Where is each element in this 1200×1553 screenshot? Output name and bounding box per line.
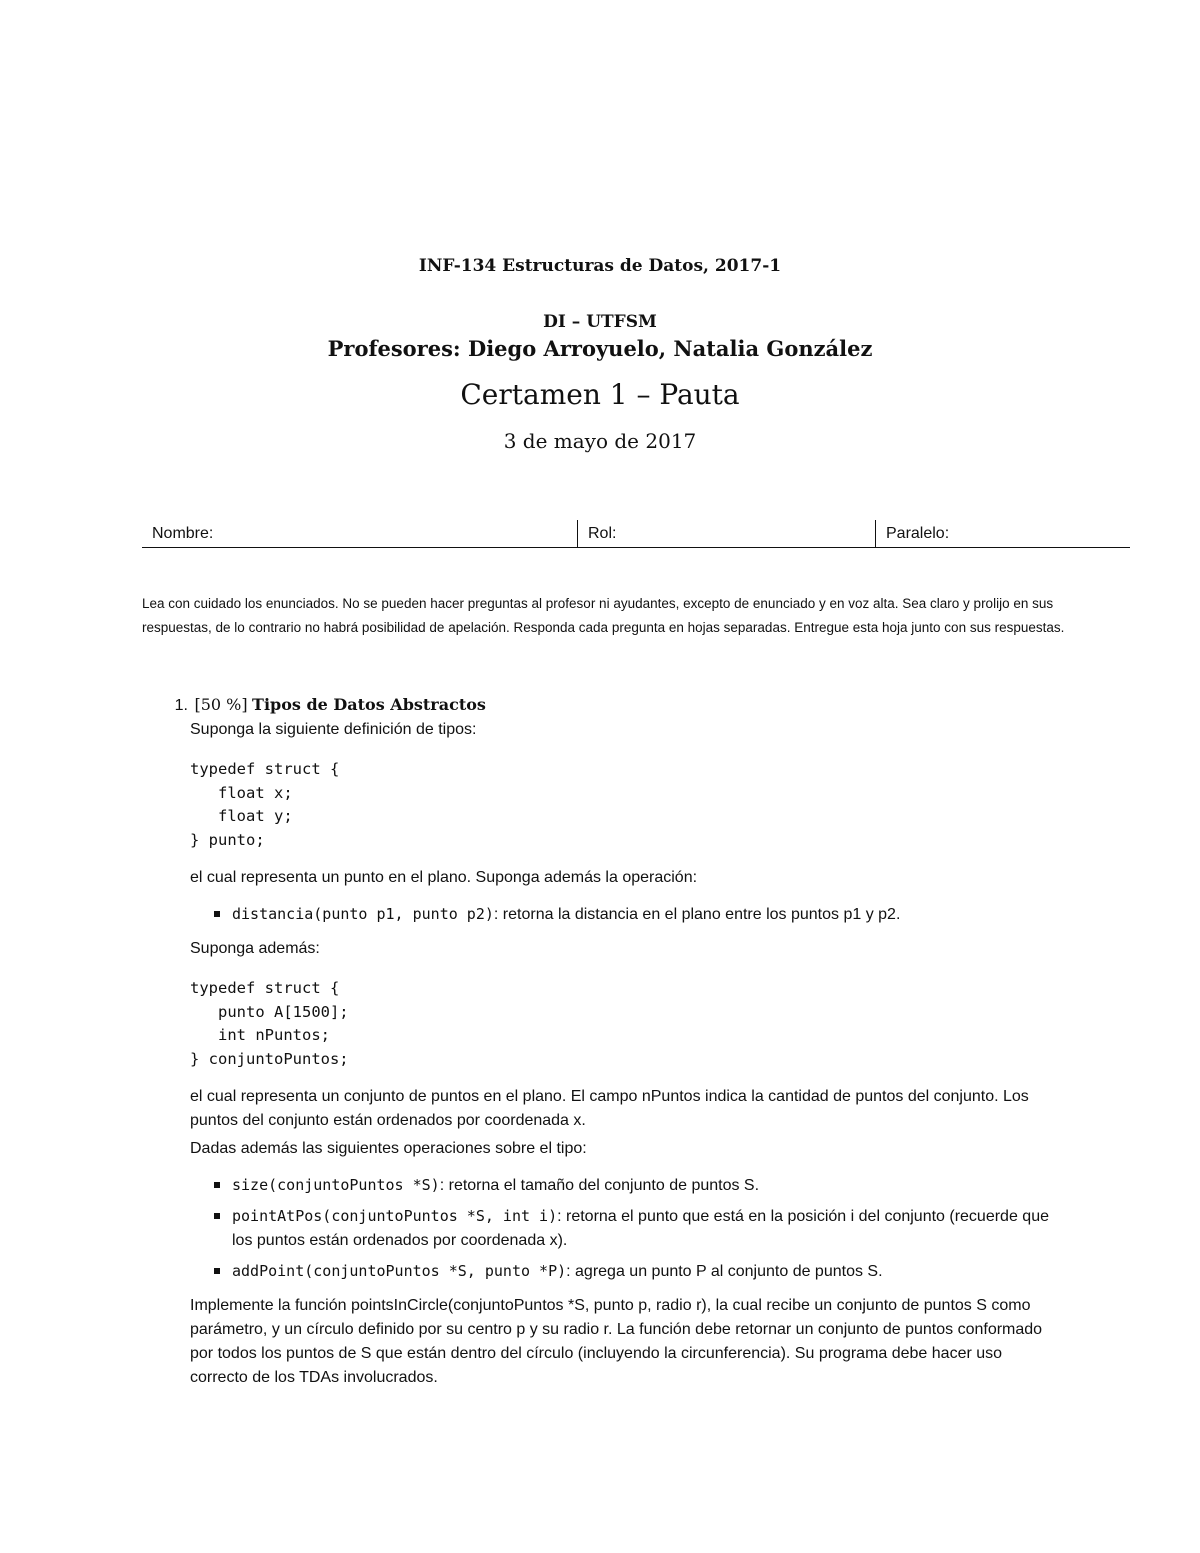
question-weight: [50 %]	[194, 695, 248, 714]
list-item	[190, 1204, 1062, 1253]
question-1	[142, 693, 1062, 1390]
ademas-text: Suponga además:	[190, 940, 320, 957]
instructions: Lea con cuidado los enunciados. No se pueden hacer preguntas al profesor ni ayudantes, excepto de enunciado y en voz alta. Sea claro y prolijo en sus respuestas, de lo contrario no habrá posibilidad de apelación. Responda cada pregunta en hojas separadas. Entregue esta hoja junto con sus respuestas.	[142, 596, 1065, 635]
operation-signature: addPoint(conjuntoPuntos *S, punto *P)	[232, 1262, 567, 1280]
question-body	[190, 718, 1062, 742]
conjunto-description: el cual representa un conjunto de puntos en el plano. El campo nPuntos indica la cantidad de puntos del conjunto. Los puntos del conjunto están ordenados por coordenada x.	[190, 1088, 1029, 1129]
operation-description: : agrega un punto P al conjunto de puntos S.	[566, 1263, 883, 1280]
exam-date: 3 de mayo de 2017	[503, 429, 697, 453]
question-title: Tipos de Datos Abstractos	[252, 695, 486, 714]
code-block-punto: typedef struct { float x; float y; } punto;	[190, 760, 340, 849]
task-statement: Implemente la función pointsInCircle(conjuntoPuntos *S, punto p, radio r), la cual recibe un conjunto de puntos S como parámetro, y un círculo definido por su centro p y su radio r. La función debe retornar un conjunto de puntos conformado por todos los puntos de S que están dentro del círculo (incluyendo la circunferencia). Su programa debe hacer uso correcto de los TDAs involucrados.	[190, 1297, 1043, 1386]
operation-signature: pointAtPos(conjuntoPuntos *S, int i)	[232, 1207, 558, 1225]
distancia-operation-list	[190, 902, 1062, 927]
rol-field[interactable]: Rol:	[577, 520, 876, 547]
operation-description: : retorna el tamaño del conjunto de puntos S.	[439, 1177, 760, 1194]
question-heading	[142, 693, 1062, 718]
page-title: Certamen 1 – Pauta	[460, 378, 740, 411]
professors: Profesores: Diego Arroyuelo, Natalia González	[327, 336, 873, 361]
conjunto-operations-list	[190, 1173, 1062, 1284]
list-item	[190, 1259, 1062, 1284]
question-number: 1.	[174, 697, 188, 714]
department: DI – UTFSM	[543, 312, 657, 332]
operation-signature: size(conjuntoPuntos *S)	[232, 1176, 440, 1194]
student-info-fields	[142, 520, 1130, 548]
nombre-field[interactable]: Nombre:	[152, 525, 214, 542]
question-intro: Suponga la siguiente definición de tipos:	[190, 721, 477, 738]
course-title: INF-134 Estructuras de Datos, 2017-1	[418, 256, 782, 276]
operation-description: : retorna la distancia en el plano entre los puntos p1 y p2.	[493, 906, 901, 923]
operation-signature: distancia(punto p1, punto p2)	[232, 905, 494, 923]
paralelo-field[interactable]: Paralelo:	[875, 520, 1131, 547]
punto-description: el cual representa un punto en el plano. Suponga además la operación:	[190, 869, 698, 886]
code-block-conjunto: typedef struct { punto A[1500]; int nPuntos; } conjuntoPuntos;	[190, 979, 349, 1068]
list-item	[190, 1173, 1062, 1198]
operation-description: : retorna el punto que está en la posición i del conjunto (recuerde que los puntos están ordenados por coordenada x).	[232, 1208, 1049, 1249]
operations-intro: Dadas además las siguientes operaciones sobre el tipo:	[190, 1140, 587, 1157]
list-item	[190, 902, 1062, 927]
